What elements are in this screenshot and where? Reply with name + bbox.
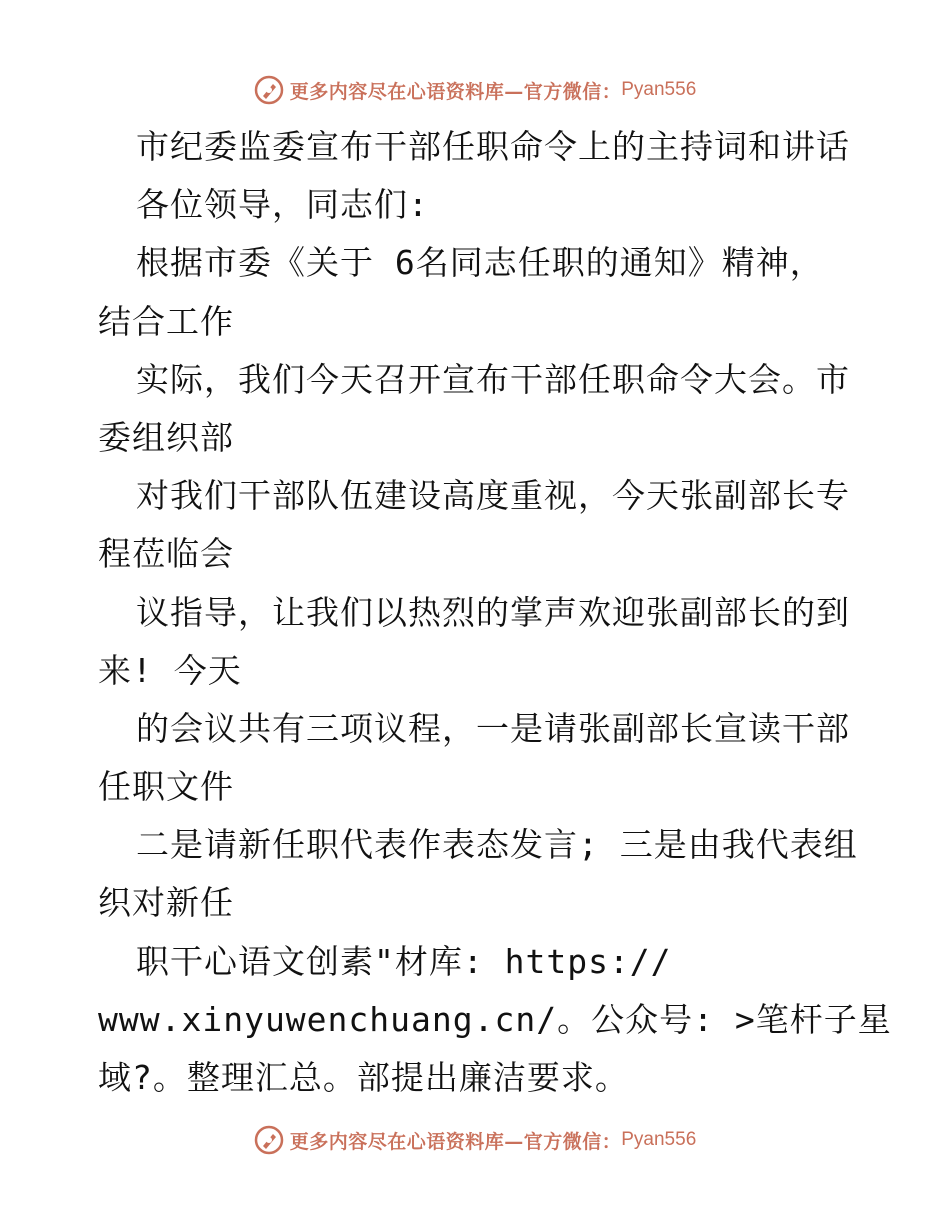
paragraph-line: 根据市委《关于 6名同志任职的通知》精神，: [136, 243, 824, 283]
header-banner: [0, 70, 950, 110]
footer-banner: [0, 1120, 950, 1160]
paragraph-line: 二是请新任职代表作表态发言; 三是由我代表组: [136, 825, 858, 865]
pen-circle-logo-icon: [254, 75, 284, 105]
paragraph-line: 任职文件: [98, 767, 234, 807]
paragraph-line: 职干心语文创素"材库: https://: [136, 941, 672, 981]
banner-contact: Pyan556: [621, 79, 697, 100]
paragraph-line: 来! 今天: [98, 650, 242, 690]
paragraph-line: 实际，我们今天召开宣布干部任职命令大会。市: [136, 359, 850, 399]
paragraph-line: www.xinyuwenchuang.cn/。公众号: >笔杆子星: [98, 999, 892, 1039]
paragraph-line: 各位领导，同志们:: [136, 185, 429, 225]
banner-text: 更多内容尽在心语资料库—官方微信：: [289, 1130, 622, 1153]
paragraph-line: 委组织部: [98, 417, 234, 457]
paragraph-line: 议指导，让我们以热烈的掌声欢迎张副部长的到: [136, 592, 850, 632]
paragraph-line: 的会议共有三项议程，一是请张副部长宣读干部: [136, 708, 850, 748]
paragraph-line: 域?。整理汇总。部提出廉洁要求。: [98, 1058, 629, 1097]
banner-text: 更多内容尽在心语资料库—官方微信：: [289, 80, 622, 103]
pen-circle-logo-icon: [254, 1125, 284, 1155]
document-body: [98, 118, 892, 1107]
paragraph-line: 结合工作: [98, 301, 234, 341]
paragraph-line: 程莅临会: [98, 534, 234, 574]
paragraph-line: 织对新任: [98, 883, 234, 923]
paragraph-line: 对我们干部队伍建设高度重视，今天张副部长专: [136, 476, 850, 516]
banner-contact: Pyan556: [621, 1129, 697, 1150]
paragraph-line: 市纪委监委宣布干部任职命令上的主持词和讲话: [136, 127, 850, 166]
